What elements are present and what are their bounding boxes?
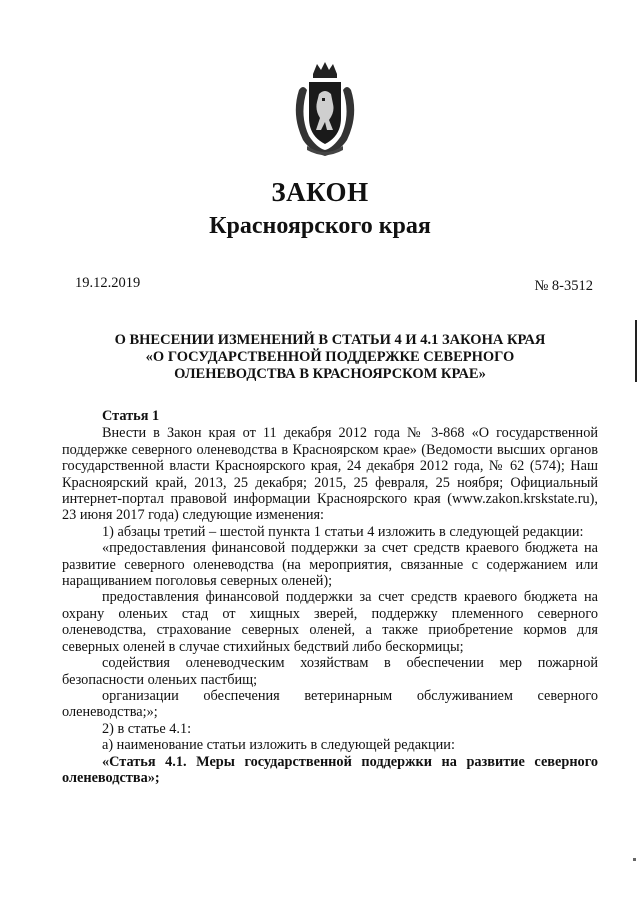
scan-edge-mark [635,320,637,382]
law-subtitle: Красноярского края [209,213,431,239]
paragraph: а) наименование статьи изложить в следующей редакции: [102,737,455,754]
heading-line: О ВНЕСЕНИИ ИЗМЕНЕНИЙ В СТАТЬИ 4 И 4.1 ЗАКОНА КРАЯ [114,332,546,348]
final-paragraph: «Статья 4.1. Меры государственной поддержки на развитие северного оленеводства»; [62,753,598,786]
law-title: ЗАКОН [271,177,369,207]
law-date: 19.12.2019 [75,275,141,291]
law-number: № 8-3512 [534,278,593,294]
article-title: Статья 1 [102,408,160,424]
law-body [62,408,598,786]
heading-line: «О ГОСУДАРСТВЕННОЙ ПОДДЕРЖКЕ СЕВЕРНОГО [145,349,515,365]
scan-dot [633,858,636,861]
coat-of-arms-icon [289,60,361,160]
heading-line: ОЛЕНЕВОДСТВА В КРАСНОЯРСКОМ КРАЕ» [174,366,486,382]
law-heading [90,332,570,383]
paragraph: 2) в статье 4.1: [102,720,192,737]
paragraph: Внести в Закон края от 11 декабря 2012 года № 3-868 «О государственной поддержке северного оленеводства в Красноярском крае» (Ведомости высших органов государственной власти Красноярского края, 24 декабря 2012 года, № 62 (574); Наш Красноярский край, 2013, 25 декабря; 2015, 25 февраля, 25 ноября; Официальный интернет-портал правовой информации Красноярского края (www.zakon.krskstate.ru), 23 июня 2017 года) следующие изменения: [62,425,598,524]
paragraph: содействия оленеводческим хозяйствам в обеспечении мер пожарной безопасности оленьих пастбищ; [62,655,598,688]
paragraph: организации обеспечения ветеринарным обслуживанием северного оленеводства;»; [62,687,598,721]
paragraph: 1) абзацы третий – шестой пункта 1 статьи 4 изложить в следующей редакции: [102,523,584,540]
paragraph: предоставления финансовой поддержки за счет средств краевого бюджета на охрану оленьих стад от хищных зверей, поддержку племенного северного оленеводства, страхование северных оленей, а также приобретение кормов для северных оленей в случае стихийных бедствий либо бескормицы; [62,589,598,655]
paragraph: «предоставления финансовой поддержки за счет средств краевого бюджета на развитие северного оленеводства (на мероприятия, связанные с содержанием или наращиванием поголовья северных оленей); [62,540,598,590]
